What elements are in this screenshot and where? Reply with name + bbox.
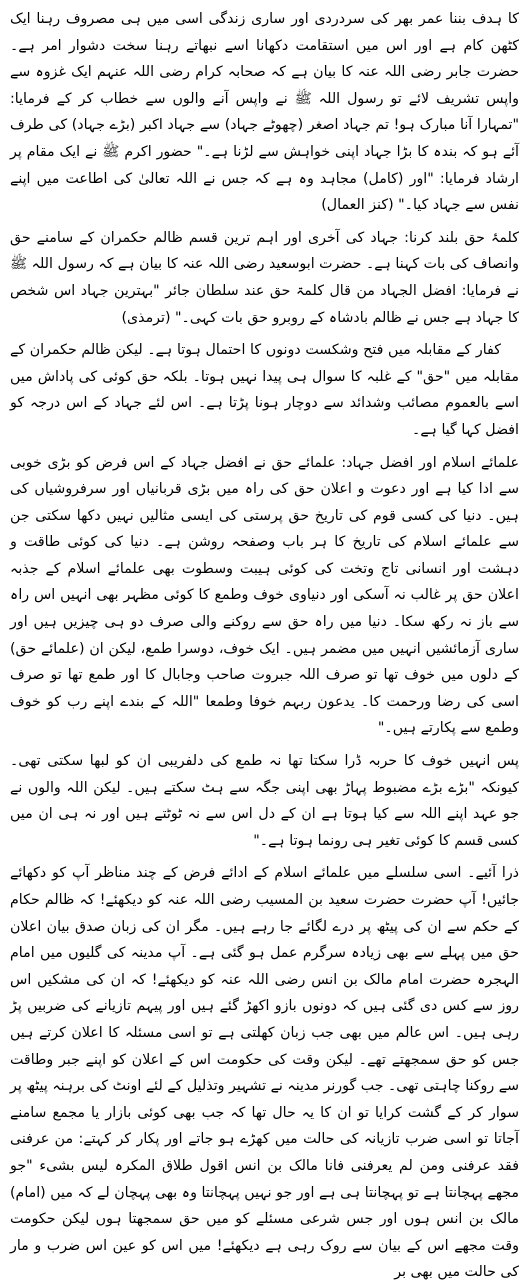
- paragraph-kuffar-muqabla: کفار کے مقابلہ میں فتح وشکست دونوں کا احتمال ہوتا ہے۔ لیکن ظالم حکمران کے مقابلہ میں "حق" کے غلبہ کا سوال ہی پیدا نہیں ہوتا۔ بلکہ حق کوئی کی پاداش میں اسے بالعموم مصائب وشدائد سے دوچار ہونا پڑتا ہے۔ اس لئے جہاد کے اس درجہ کو افضل کہا گیا ہے۔: [10, 342, 519, 438]
- paragraph-kalima-haq: کلمۂ حق بلند کرنا: جہاد کی آخری اور اہم ترین قسم ظالم حکمران کے سامنے حق وانصاف کی بات کہنا ہے۔ حضرت ابوسعید رضی اللہ عنہ کا بیان ہے کہ رسول اللہ ﷺ نے فرمایا: افضل الجہاد من قال کلمۃ حق عند سلطان جائر "بہترین جہاد اس شخص کا جہاد ہے جس نے ظالم بادشاہ کے روبرو حق بات کہی۔" (ترمذی): [10, 229, 519, 326]
- paragraph-khauf-tama: پس انہیں خوف کا حربہ ڈرا سکتا تھا نہ طمع کی دلفریبی ان کو لبھا سکتی تھی۔ کیونکہ "بڑے بڑے مضبوط پہاڑ بھی اپنی جگہ سے ہٹ سکتے ہیں۔ لیکن اللہ والوں نے جو عہد اپنے اللہ سے کیا ہوتا ہے ان کے دل اس سے نہ ٹوٹتے ہیں اور نہ ہی ان میں کسی قسم کا کوئی تغیر ہی رونما ہوتا ہے۔": [10, 753, 519, 849]
- paragraph-nafs-jihad: کا ہدف بننا عمر بھر کی سردردی اور ساری زندگی اسی میں ہی مصروف رہنا ایک کٹھن کام ہے اور اس میں استقامت دکھانا اسے نبھاتے رہنا سخت دشوار امر ہے۔ حضرت جابر رضی اللہ عنہ کا بیان ہے کہ صحابہ کرام رضی اللہ عنہم ایک غزوہ سے واپس تشریف لائے تو رسول اللہ ﷺ نے واپس آنے والوں سے خطاب کر کے فرمایا: "تمہارا آنا مبارک ہو! تم جہاد اصغر (چھوٹے جہاد) سے جہاد اکبر (بڑے جہاد) کی طرف آئے ہو کہ بندہ کا بڑا جہاد اپنی خواہش سے لڑنا ہے۔" حضور اکرم ﷺ نے ایک مقام پر ارشاد فرمایا: "اور (کامل) مجاہد وہ ہے کہ جس نے اللہ تعالیٰ کی اطاعت میں اپنے نفس سے جہاد کیا۔" (کنز العمال): [10, 11, 519, 214]
- paragraph-ulama-afzal-jihad: علمائے اسلام اور افضل جہاد: علمائے حق نے افضل جہاد کے اس فرض کو بڑی خوبی سے ادا کیا ہے اور دعوت و اعلان حق کی راہ میں بڑی قربانیاں اور سرفروشیاں کی ہیں۔ دنیا کی کسی قوم کی تاریخ حق پرستی کی ایسی مثالیں نہیں دکھا سکتی جن سے علمائے اسلام کی تاریخ کا ہر باب وصفحہ روشن ہے۔ دنیا کی کوئی طاقت و دہشت اور انسانی تاج وتخت کی کوئی ہیبت وسطوت بھی علمائے اسلام کے جذبہ اعلان حق پر غالب نہ آسکی اور دنیاوی خوف وطمع کا کوئی مظہر بھی انہیں اس راہ سے باز نہ رکھ سکا۔ دنیا میں راہ حق سے روکنے والی صرف دو ہی چیزیں ہیں اور ساری آزمائشیں انہیں میں مضمر ہیں۔ ایک خوف، دوسرا طمع، لیکن ان (علمائے حق) کے دلوں میں خوف تھا تو صرف اللہ جبروت صاحب وجابال کا اور طمع تھا تو صرف اسی کی رضا ورحمت کا۔ یدعون ربہم خوفا وطمعا "اللہ کے بندے اپنے رب کو خوف وطمع سے پکارتے ہیں۔": [10, 454, 519, 737]
- paragraph-manazir: ذرا آئیے۔ اسی سلسلے میں علمائے اسلام کے ادائے فرض کے چند مناظر آپ کو دکھائے جائیں! آپ حضرت حضرت سعید بن المسیب رضی اللہ عنہ کو دیکھئے! کہ ظالم حکام کے حکم سے ان کی پیٹھ پر درے لگائے جا رہے ہیں۔ مگر ان کی زبان صدق بیان اعلان حق میں پہلے سے بھی زیادہ سرگرم عمل ہو گئی ہے۔ آپ مدینہ کی گلیوں میں امام الہجرہ حضرت امام مالک بن انس رضی اللہ عنہ کو دیکھئے! کہ ان کی مشکیں اس روز سے کس دی گئی ہیں کہ دونوں بازو اکھڑ گئے ہیں اور پیہم تازیانے کی ضربیں پڑ رہی ہیں۔ اس عالم میں بھی جب زبان کھلتی ہے تو اسی مسئلہ کا اعلان کرتے ہیں جس کو حق سمجھتے تھے۔ لیکن وقت کی حکومت اس کے اعلان کو اپنے جبر وطاقت سے روکنا چاہتی تھی۔ جب گورنر مدینہ نے تشہیر وتذلیل کے لئے اونٹ کی برہنہ پیٹھ پر سوار کر کے گشت کرایا تو ان کا یہ حال تھا کہ جب بھی کوئی بازار یا مجمع سامنے آجاتا تو اسی ضرب تازیانہ کی حالت میں کھڑے ہو جاتے اور پکار کر کہتے: من عرفنی فقد عرفنی ومن لم یعرفنی فانا مالک بن انس اقول طلاق المکرہ لیس بشیء "جو مجھے پہچانتا ہے تو پہچانتا ہی ہے اور جو نہیں پہچانتا وہ بھی پہچان لے کہ میں (امام) مالک بن انس ہوں اور جس شرعی مسئلے کو میں حق سمجھتا ہوں لیکن حکومت وقت مجھے اس کے بیان سے روک رہی ہے دیکھئے! میں اس کو عین اس ضرب و مار کی حالت میں بھی بر: [10, 865, 519, 1281]
